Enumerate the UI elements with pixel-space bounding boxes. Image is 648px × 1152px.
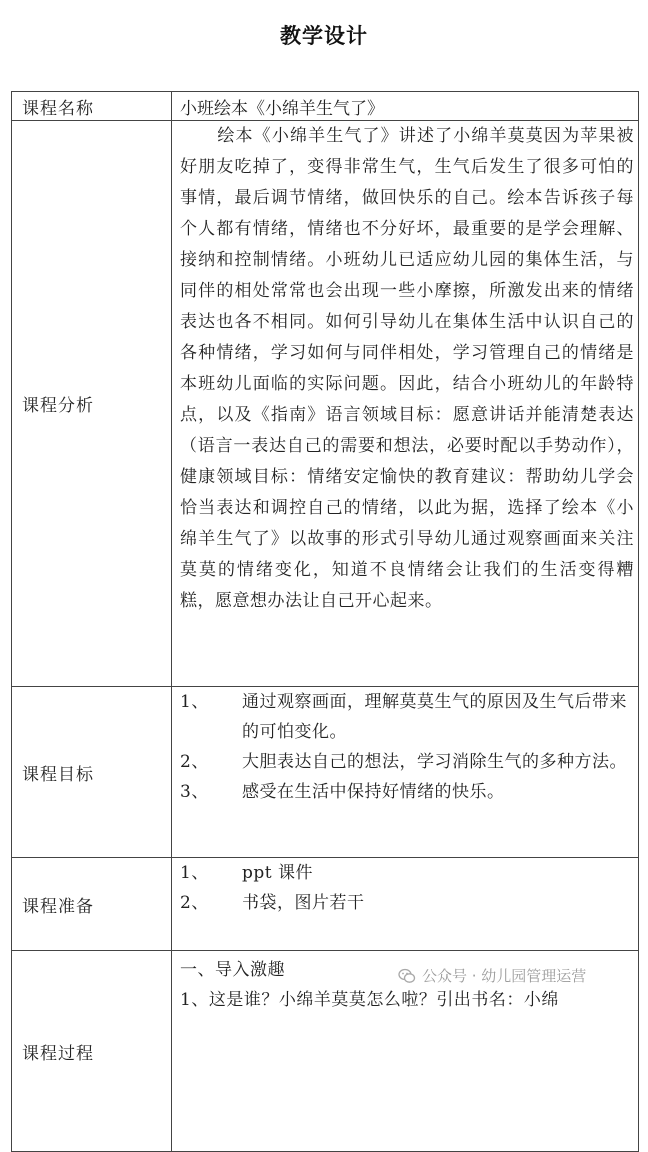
goal-text: 感受在生活中保持好情绪的快乐。 bbox=[242, 782, 505, 802]
goal-text: 通过观察画面，理解莫莫生气的原因及生气后带来的可怕变化。 bbox=[242, 692, 627, 742]
prep-text: 书袋，图片若干 bbox=[242, 893, 365, 913]
course-goals-cell bbox=[172, 687, 639, 858]
goal-item bbox=[180, 747, 634, 777]
course-analysis-text: 绘本《小绵羊生气了》讲述了小绵羊莫莫因为苹果被好朋友吃掉了，变得非常生气，生气后发生了很多可怕的事情，最后调节情绪，做回快乐的自己。绘本告诉孩子每个人都有情绪，情绪也不分好坏，最重要的是学会理解、接纳和控制情绪。小班幼儿已适应幼儿园的集体生活，与同伴的相处常常也会出现一些小摩擦，所激发出来的情绪表达也各不相同。如何引导幼儿在集体生活中认识自己的各种情绪，学习如何与同伴相处，学习管理自己的情绪是本班幼儿面临的实际问题。因此，结合小班幼儿的年龄特点，以及《指南》语言领域目标：愿意讲话并能清楚表达（语言一表达自己的需要和想法，必要时配以手势动作），健康领域目标：情绪安定愉快的教育建议：帮助幼儿学会恰当表达和调控自己的情绪，以此为据，选择了绘本《小绵羊生气了》以故事的形式引导幼儿通过观察画面来关注莫莫的情绪变化，知道不良情绪会让我们的生活变得糟糕，愿意想办法让自己开心起来。 bbox=[180, 126, 634, 611]
course-goals-row bbox=[12, 687, 639, 858]
course-goals-label: 课程目标 bbox=[12, 687, 172, 858]
process-step-heading: 一、导入激趣 bbox=[180, 960, 285, 980]
course-prep-label: 课程准备 bbox=[12, 858, 172, 951]
document-title: 教学设计 bbox=[280, 23, 368, 48]
course-prep-row bbox=[12, 858, 639, 951]
course-name-value: 小班绘本《小绵羊生气了》 bbox=[172, 92, 639, 121]
goal-item bbox=[180, 777, 634, 807]
prep-number: 1、 bbox=[180, 863, 209, 883]
course-name-label: 课程名称 bbox=[12, 92, 172, 121]
course-name-row bbox=[12, 92, 639, 121]
course-process-label: 课程过程 bbox=[12, 951, 172, 1152]
process-step-text: 1、这是谁？小绵羊莫莫怎么啦？引出书名：小绵 bbox=[180, 990, 559, 1010]
prep-item bbox=[180, 888, 634, 918]
prep-text: ppt 课件 bbox=[242, 863, 313, 883]
course-analysis-cell bbox=[172, 121, 639, 687]
watermark-text: 公众号 · 幼儿园管理运营 bbox=[422, 967, 587, 985]
course-analysis-label: 课程分析 bbox=[12, 121, 172, 687]
lesson-plan-table bbox=[11, 91, 639, 1152]
prep-item bbox=[180, 858, 634, 888]
goal-number: 3、 bbox=[180, 782, 209, 802]
wechat-icon bbox=[398, 967, 416, 985]
watermark bbox=[398, 965, 586, 986]
course-analysis-row bbox=[12, 121, 639, 687]
goal-number: 2、 bbox=[180, 752, 209, 772]
course-prep-cell bbox=[172, 858, 639, 951]
goal-number: 1、 bbox=[180, 692, 209, 712]
prep-number: 2、 bbox=[180, 893, 209, 913]
goal-text: 大胆表达自己的想法，学习消除生气的多种方法。 bbox=[242, 752, 627, 772]
goal-item bbox=[180, 687, 634, 747]
